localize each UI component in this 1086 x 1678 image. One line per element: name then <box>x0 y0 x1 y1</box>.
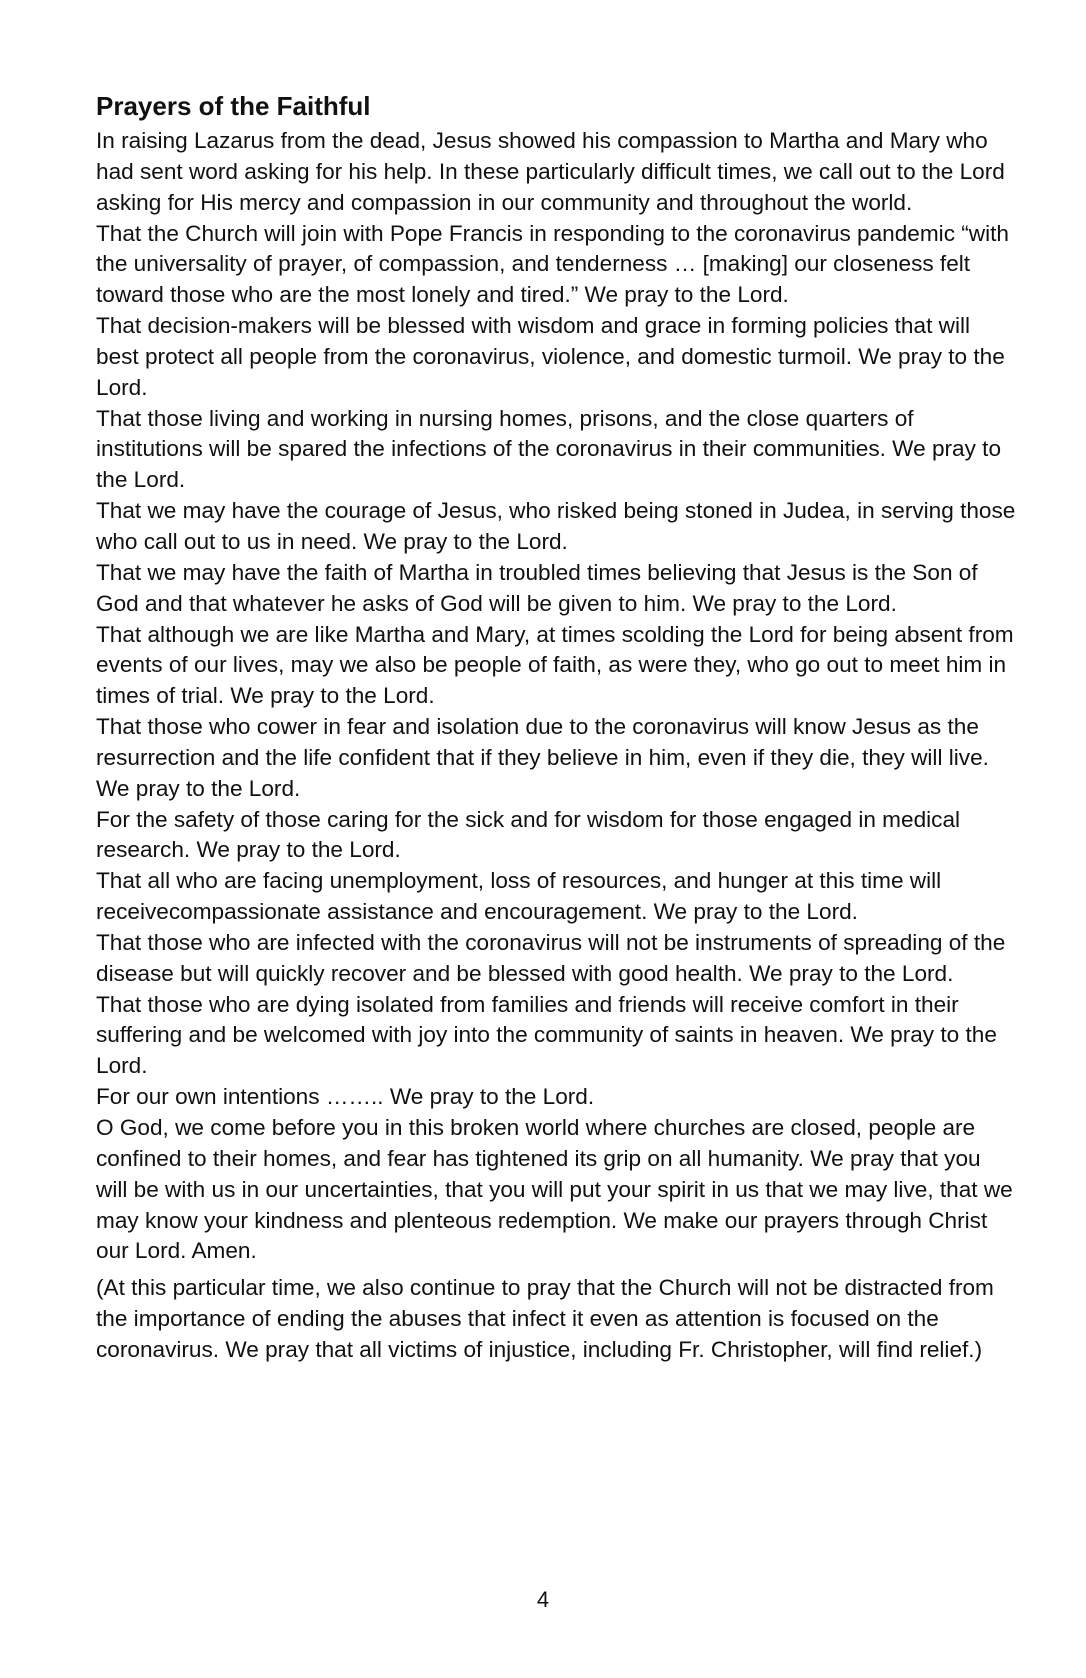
petition-dying: That those who are dying isolated from families and friends will receive comfort in their suffering and be welcomed with joy into the community of saints in heaven. We pray to the Lord. <box>96 991 997 1079</box>
document-page <box>96 90 1016 1366</box>
petition-caregivers: For the safety of those caring for the sick and for wisdom for those engaged in medical research. We pray to the Lord. <box>96 806 961 863</box>
petition-martha-and-mary: That although we are like Martha and Mary, at times scolding the Lord for being absent from events of our lives, may we also be people of faith, as were they, who go out to meet him in times of trial. We pray to the Lord. <box>96 621 1014 709</box>
page-title: Prayers of the Faithful <box>96 91 371 121</box>
intro-paragraph: In raising Lazarus from the dead, Jesus showed his compassion to Martha and Mary who had sent word asking for his help. In these particularly difficult times, we call out to the Lord asking for His mercy and compassion in our community and throughout the world. <box>96 128 1005 215</box>
page-number: 4 <box>536 1587 550 1612</box>
petition-courage: That we may have the courage of Jesus, who risked being stoned in Judea, in serving those who call out to us in need. We pray to the Lord. <box>96 498 1016 554</box>
petition-nursing-homes: That those living and working in nursing homes, prisons, and the close quarters of institutions will be spared the infections of the coronavirus in their communities. We pray to the Lord. <box>96 405 1002 493</box>
closing-prayer: O God, we come before you in this broken world where churches are closed, people are confined to their homes, and fear has tightened its grip on all humanity. We pray that you will be with us in our uncertainties, that you will put your spirit in us that we may live, that we may know your kindness and plenteous redemption. We make our prayers through Christ our Lord. Amen. <box>96 1115 1013 1264</box>
petition-church: That the Church will join with Pope Francis in responding to the coronavirus pandemic “with the universality of prayer, of compassion, and tenderness … [making] our closeness felt toward those who are the most lonely and tired.” We pray to the Lord. <box>96 220 1009 308</box>
petition-decision-makers: That decision-makers will be blessed with wisdom and grace in forming policies that will best protect all people from the coronavirus, violence, and domestic turmoil. We pray to the Lord. <box>96 313 1005 400</box>
petition-faith-of-martha: That we may have the faith of Martha in troubled times believing that Jesus is the Son of God and that whatever he asks of God will be given to him. We pray to the Lord. <box>96 559 978 616</box>
petition-infected: That those who are infected with the coronavirus will not be instruments of spreading of the disease but will quickly recover and be blessed with good health. We pray to the Lord. <box>96 929 1006 986</box>
closing-note: (At this particular time, we also continue to pray that the Church will not be distracted from the importance of ending the abuses that infect it even as attention is focused on the coronavirus. We pray that all victims of injustice, including Fr. Christopher, will find relief.) <box>96 1275 994 1362</box>
petition-own-intentions: For our own intentions …….. We pray to the Lord. <box>96 1084 595 1110</box>
petition-unemployment: That all who are facing unemployment, loss of resources, and hunger at this time will receivecompassionate assistance and encouragement. We pray to the Lord. <box>96 868 942 925</box>
petition-fear-isolation: That those who cower in fear and isolation due to the coronavirus will know Jesus as the resurrection and the life confident that if they believe in him, even if they die, they will live. We pray to the Lord. <box>96 714 989 801</box>
prayers-body <box>96 126 1016 1366</box>
